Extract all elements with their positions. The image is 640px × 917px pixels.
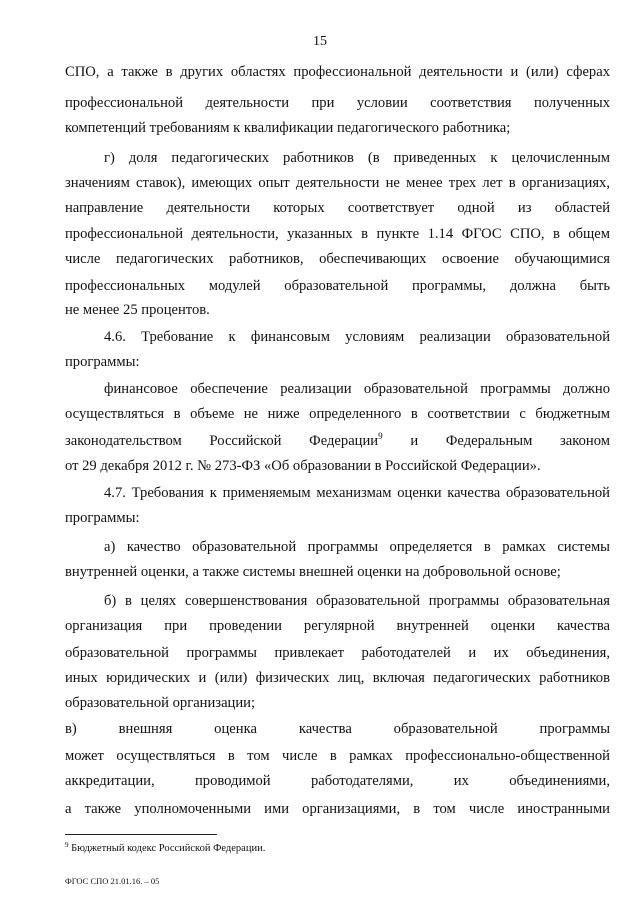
text-line: значениям ставок), имеющих опыт деятельности не менее трех лет в организациях, [65, 175, 610, 191]
footnote-text: Бюджетный кодекс Российской Федерации. [68, 843, 266, 854]
text-line: профессиональной деятельности, указанных в пункте 1.14 ФГОС СПО, в общем [65, 226, 610, 242]
text-segment: и Федеральным законом [382, 433, 610, 449]
footnote-separator [65, 834, 217, 835]
text-line: организация при проведении регулярной внутренней оценки качества [65, 618, 610, 634]
text-line: программы: [65, 510, 140, 526]
text-line: СПО, а также в других областях профессиональной деятельности и (или) сферах [65, 64, 610, 80]
text-line: компетенций требованиям к квалификации педагогического работника; [65, 120, 511, 136]
footnote-reference: 9 [378, 431, 383, 441]
text-line: числе педагогических работников, обеспечивающих освоение обучающимися [65, 251, 610, 267]
text-line: от 29 декабря 2012 г. № 273-ФЗ «Об образовании в Российской Федерации». [65, 458, 541, 474]
text-line: профессиональной деятельности при условии соответствия полученных [65, 95, 610, 111]
footnote [65, 842, 265, 855]
text-line: не менее 25 процентов. [65, 302, 210, 318]
document-code: ФГОС СПО 21.01.16. – 05 [65, 876, 160, 886]
section-heading-4-7: 4.7. Требования к применяемым механизмам оценки качества образовательной [104, 485, 610, 501]
text-line: финансовое обеспечение реализации образовательной программы должно [104, 381, 610, 397]
text-line: иных юридических и (или) физических лиц, включая педагогических работников [65, 670, 610, 686]
text-line: образовательной организации; [65, 695, 256, 711]
text-line: может осуществляться в том числе в рамках профессионально-общественной [65, 748, 610, 764]
text-line-with-footnote-ref [65, 432, 610, 450]
text-line: в) внешняя оценка качества образовательной программы [65, 721, 610, 737]
text-line: осуществляться в объеме не ниже определенного в соответствии с бюджетным [65, 406, 610, 422]
text-line: внутренней оценки, а также системы внешней оценки на добровольной основе; [65, 564, 561, 580]
text-line: направление деятельности которых соответствует одной из областей [65, 200, 610, 216]
text-line: образовательной программы привлекает работодателей и их объединения, [65, 645, 610, 661]
text-line: аккредитации, проводимой работодателями, их объединениями, [65, 773, 610, 789]
text-line: а) качество образовательной программы определяется в рамках системы [104, 539, 610, 555]
text-line: б) в целях совершенствования образовательной программы образовательная [104, 593, 610, 609]
text-line: профессиональных модулей образовательной программы, должна быть [65, 278, 610, 294]
page-number: 15 [313, 34, 327, 49]
text-line: г) доля педагогических работников (в приведенных к целочисленным [104, 150, 610, 166]
text-line: а также уполномоченными ими организациями, в том числе иностранными [65, 801, 610, 817]
section-heading-4-6: 4.6. Требование к финансовым условиям реализации образовательной [104, 329, 610, 345]
text-segment: законодательством Российской Федерации [65, 433, 379, 449]
text-line: программы: [65, 354, 140, 370]
footnote-marker: 9 [65, 841, 69, 849]
